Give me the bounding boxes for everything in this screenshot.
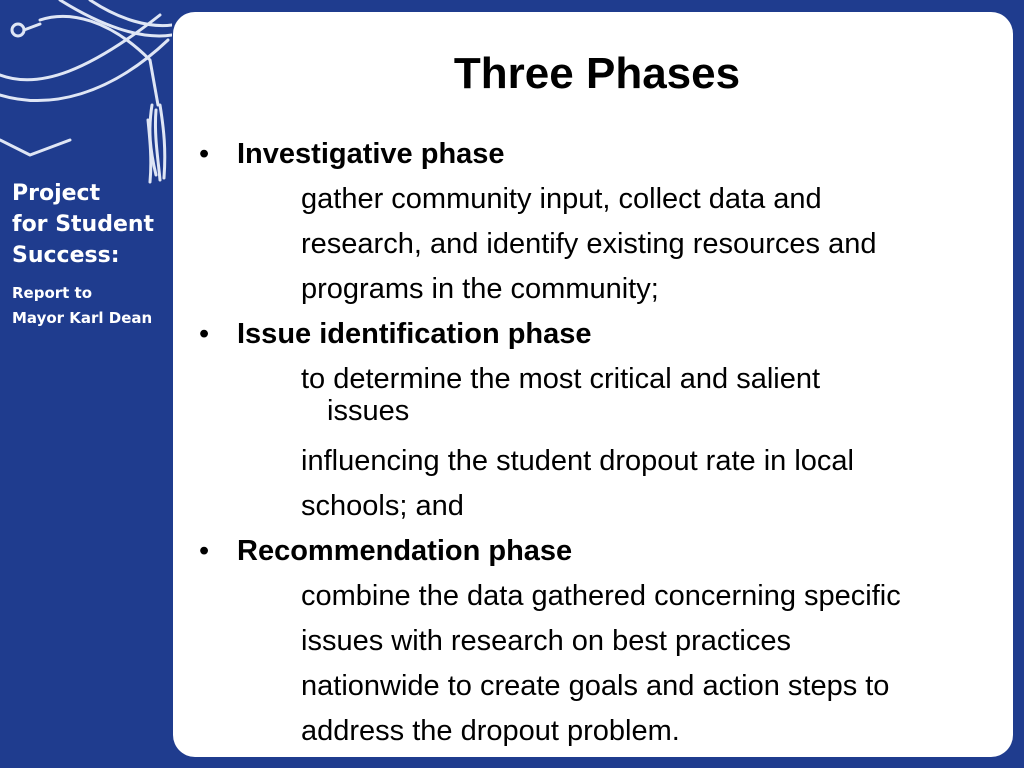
bullet-icon: • <box>199 535 210 567</box>
bullet-heading: Issue identification phase <box>237 318 592 350</box>
brand-line: Success: <box>12 243 120 268</box>
bullet-item <box>199 139 1019 184</box>
sidebar <box>0 0 172 768</box>
body-line-wrapped <box>199 364 1019 446</box>
body-line: influencing the student dropout rate in local <box>301 445 854 477</box>
bullet-heading: Recommendation phase <box>237 535 573 567</box>
body-line: programs in the community; <box>301 273 659 305</box>
bullet-heading: Investigative phase <box>237 138 505 170</box>
bullet-item <box>199 536 1019 581</box>
brand-subtitle: Mayor Karl Dean <box>12 309 153 327</box>
body-line-head: to determine the most critical and salient <box>301 363 821 395</box>
brand-block <box>12 178 154 331</box>
body-line: research, and identify existing resources and <box>301 228 877 260</box>
slide-panel <box>173 12 1013 757</box>
bullet-item <box>199 319 1019 364</box>
page-title: Three Phases <box>453 49 741 98</box>
graduation-cap-icon <box>0 0 172 200</box>
brand-line: Project <box>12 181 101 206</box>
body-line: schools; and <box>301 490 464 522</box>
body-line: address the dropout problem. <box>301 715 680 747</box>
body-line: gather community input, collect data and <box>301 183 822 215</box>
slide-content <box>199 139 1019 761</box>
bullet-icon: • <box>199 138 210 170</box>
body-line: issues with research on best practices <box>301 625 791 657</box>
bullet-icon: • <box>199 318 210 350</box>
body-line: combine the data gathered concerning specific <box>301 580 901 612</box>
body-line-tail: issues <box>327 395 410 427</box>
body-line: nationwide to create goals and action steps to <box>301 670 890 702</box>
brand-line: for Student <box>12 212 155 237</box>
brand-subtitle: Report to <box>12 284 93 302</box>
